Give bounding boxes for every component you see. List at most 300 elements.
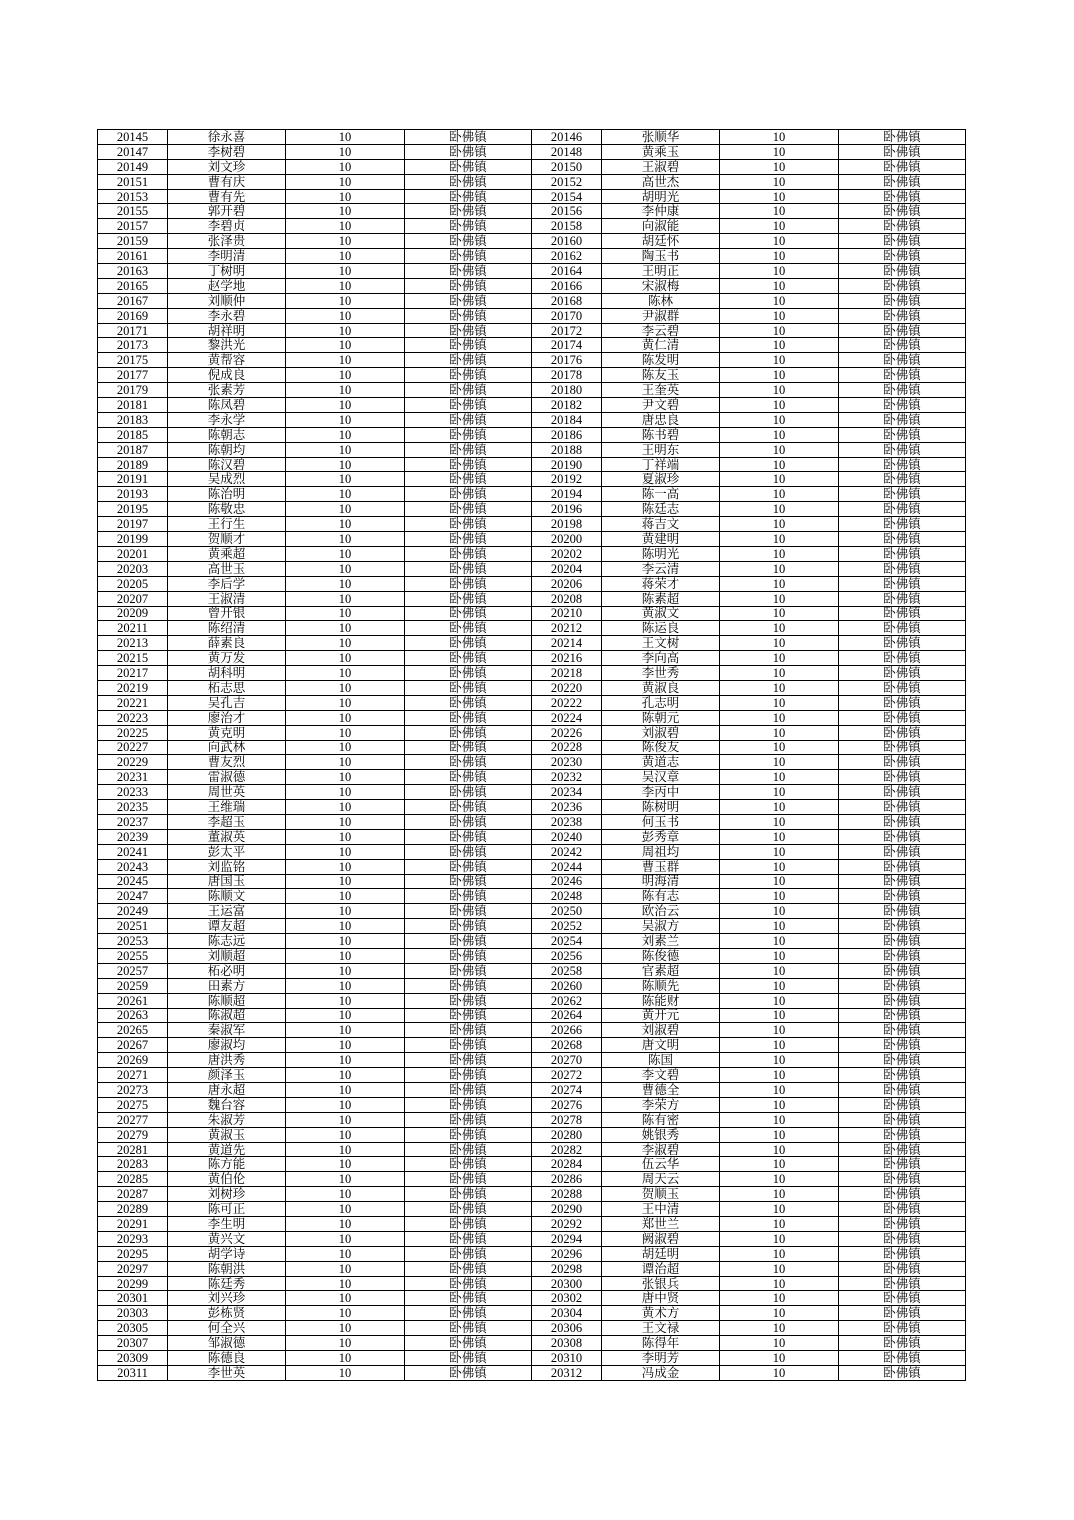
amount-cell: 10 bbox=[286, 591, 405, 606]
amount-cell: 10 bbox=[286, 859, 405, 874]
amount-cell: 10 bbox=[720, 338, 839, 353]
amount-cell: 10 bbox=[286, 308, 405, 323]
amount-cell: 10 bbox=[286, 561, 405, 576]
town-cell: 卧佛镇 bbox=[405, 442, 532, 457]
amount-cell: 10 bbox=[286, 249, 405, 264]
person-name-cell: 陈明光 bbox=[602, 546, 720, 561]
record-number-cell: 20303 bbox=[98, 1306, 168, 1321]
record-number-cell: 20276 bbox=[532, 1097, 602, 1112]
record-number-cell: 20153 bbox=[98, 189, 168, 204]
table-row bbox=[98, 1291, 966, 1306]
person-name-cell: 薛素良 bbox=[168, 636, 286, 651]
town-cell: 卧佛镇 bbox=[839, 1053, 966, 1068]
record-number-cell: 20266 bbox=[532, 1023, 602, 1038]
record-number-cell: 20289 bbox=[98, 1202, 168, 1217]
record-number-cell: 20152 bbox=[532, 174, 602, 189]
town-cell: 卧佛镇 bbox=[405, 1053, 532, 1068]
person-name-cell: 陈德良 bbox=[168, 1351, 286, 1366]
person-name-cell: 李树碧 bbox=[168, 144, 286, 159]
person-name-cell: 胡明光 bbox=[602, 189, 720, 204]
amount-cell: 10 bbox=[720, 1127, 839, 1142]
person-name-cell: 秦淑军 bbox=[168, 1023, 286, 1038]
person-name-cell: 黄淑玉 bbox=[168, 1127, 286, 1142]
amount-cell: 10 bbox=[720, 576, 839, 591]
town-cell: 卧佛镇 bbox=[405, 308, 532, 323]
town-cell: 卧佛镇 bbox=[839, 606, 966, 621]
amount-cell: 10 bbox=[720, 264, 839, 279]
record-number-cell: 20287 bbox=[98, 1187, 168, 1202]
record-number-cell: 20249 bbox=[98, 904, 168, 919]
amount-cell: 10 bbox=[720, 800, 839, 815]
amount-cell: 10 bbox=[720, 561, 839, 576]
record-number-cell: 20149 bbox=[98, 159, 168, 174]
town-cell: 卧佛镇 bbox=[839, 398, 966, 413]
record-number-cell: 20212 bbox=[532, 621, 602, 636]
amount-cell: 10 bbox=[286, 651, 405, 666]
person-name-cell: 黄术方 bbox=[602, 1306, 720, 1321]
record-number-cell: 20174 bbox=[532, 338, 602, 353]
town-cell: 卧佛镇 bbox=[839, 1142, 966, 1157]
person-name-cell: 胡科明 bbox=[168, 666, 286, 681]
person-name-cell: 彭秀章 bbox=[602, 829, 720, 844]
person-name-cell: 廖淑均 bbox=[168, 1038, 286, 1053]
town-cell: 卧佛镇 bbox=[405, 457, 532, 472]
table-row bbox=[98, 844, 966, 859]
record-number-cell: 20268 bbox=[532, 1038, 602, 1053]
person-name-cell: 陈林 bbox=[602, 293, 720, 308]
amount-cell: 10 bbox=[286, 963, 405, 978]
record-number-cell: 20167 bbox=[98, 293, 168, 308]
table-row bbox=[98, 874, 966, 889]
person-name-cell: 陈素超 bbox=[602, 591, 720, 606]
person-name-cell: 冯成金 bbox=[602, 1365, 720, 1380]
record-number-cell: 20259 bbox=[98, 978, 168, 993]
record-number-cell: 20311 bbox=[98, 1365, 168, 1380]
amount-cell: 10 bbox=[720, 919, 839, 934]
amount-cell: 10 bbox=[286, 159, 405, 174]
record-number-cell: 20200 bbox=[532, 532, 602, 547]
amount-cell: 10 bbox=[720, 1261, 839, 1276]
person-name-cell: 陈朝洪 bbox=[168, 1261, 286, 1276]
town-cell: 卧佛镇 bbox=[839, 710, 966, 725]
town-cell: 卧佛镇 bbox=[839, 1336, 966, 1351]
amount-cell: 10 bbox=[720, 651, 839, 666]
table-row bbox=[98, 427, 966, 442]
person-name-cell: 孔志明 bbox=[602, 695, 720, 710]
town-cell: 卧佛镇 bbox=[839, 353, 966, 368]
person-name-cell: 何玉书 bbox=[602, 814, 720, 829]
town-cell: 卧佛镇 bbox=[405, 1127, 532, 1142]
town-cell: 卧佛镇 bbox=[839, 1008, 966, 1023]
person-name-cell: 王明正 bbox=[602, 264, 720, 279]
record-number-cell: 20178 bbox=[532, 368, 602, 383]
record-number-cell: 20253 bbox=[98, 934, 168, 949]
record-number-cell: 20162 bbox=[532, 249, 602, 264]
town-cell: 卧佛镇 bbox=[839, 487, 966, 502]
record-number-cell: 20160 bbox=[532, 234, 602, 249]
amount-cell: 10 bbox=[286, 1127, 405, 1142]
town-cell: 卧佛镇 bbox=[405, 800, 532, 815]
town-cell: 卧佛镇 bbox=[839, 189, 966, 204]
town-cell: 卧佛镇 bbox=[839, 666, 966, 681]
roster-table-body bbox=[98, 130, 966, 1381]
town-cell: 卧佛镇 bbox=[839, 472, 966, 487]
town-cell: 卧佛镇 bbox=[405, 1231, 532, 1246]
town-cell: 卧佛镇 bbox=[839, 1038, 966, 1053]
amount-cell: 10 bbox=[720, 1172, 839, 1187]
record-number-cell: 20191 bbox=[98, 472, 168, 487]
person-name-cell: 张泽贵 bbox=[168, 234, 286, 249]
table-row bbox=[98, 1008, 966, 1023]
person-name-cell: 王明东 bbox=[602, 442, 720, 457]
town-cell: 卧佛镇 bbox=[839, 427, 966, 442]
record-number-cell: 20304 bbox=[532, 1306, 602, 1321]
person-name-cell: 陈有志 bbox=[602, 889, 720, 904]
town-cell: 卧佛镇 bbox=[405, 1038, 532, 1053]
record-number-cell: 20159 bbox=[98, 234, 168, 249]
amount-cell: 10 bbox=[286, 338, 405, 353]
record-number-cell: 20220 bbox=[532, 680, 602, 695]
town-cell: 卧佛镇 bbox=[405, 680, 532, 695]
town-cell: 卧佛镇 bbox=[839, 1276, 966, 1291]
person-name-cell: 陈淑超 bbox=[168, 1008, 286, 1023]
town-cell: 卧佛镇 bbox=[839, 680, 966, 695]
amount-cell: 10 bbox=[286, 1172, 405, 1187]
person-name-cell: 陈廷志 bbox=[602, 502, 720, 517]
person-name-cell: 柘必明 bbox=[168, 963, 286, 978]
person-name-cell: 胡廷怀 bbox=[602, 234, 720, 249]
amount-cell: 10 bbox=[720, 1231, 839, 1246]
amount-cell: 10 bbox=[720, 1008, 839, 1023]
table-row bbox=[98, 323, 966, 338]
person-name-cell: 陈志远 bbox=[168, 934, 286, 949]
town-cell: 卧佛镇 bbox=[839, 814, 966, 829]
table-row bbox=[98, 1112, 966, 1127]
record-number-cell: 20157 bbox=[98, 219, 168, 234]
town-cell: 卧佛镇 bbox=[839, 695, 966, 710]
record-number-cell: 20183 bbox=[98, 412, 168, 427]
record-number-cell: 20210 bbox=[532, 606, 602, 621]
person-name-cell: 陈顺先 bbox=[602, 978, 720, 993]
record-number-cell: 20177 bbox=[98, 368, 168, 383]
amount-cell: 10 bbox=[720, 1053, 839, 1068]
amount-cell: 10 bbox=[286, 1202, 405, 1217]
table-row bbox=[98, 919, 966, 934]
table-row bbox=[98, 1202, 966, 1217]
amount-cell: 10 bbox=[286, 398, 405, 413]
town-cell: 卧佛镇 bbox=[405, 1202, 532, 1217]
town-cell: 卧佛镇 bbox=[405, 338, 532, 353]
town-cell: 卧佛镇 bbox=[405, 368, 532, 383]
record-number-cell: 20295 bbox=[98, 1246, 168, 1261]
town-cell: 卧佛镇 bbox=[405, 651, 532, 666]
person-name-cell: 曾开银 bbox=[168, 606, 286, 621]
town-cell: 卧佛镇 bbox=[839, 1068, 966, 1083]
person-name-cell: 陈顺超 bbox=[168, 993, 286, 1008]
person-name-cell: 姚银秀 bbox=[602, 1127, 720, 1142]
person-name-cell: 唐忠良 bbox=[602, 412, 720, 427]
amount-cell: 10 bbox=[286, 1231, 405, 1246]
person-name-cell: 赵学地 bbox=[168, 278, 286, 293]
town-cell: 卧佛镇 bbox=[405, 264, 532, 279]
person-name-cell: 刘顺仲 bbox=[168, 293, 286, 308]
town-cell: 卧佛镇 bbox=[839, 457, 966, 472]
town-cell: 卧佛镇 bbox=[839, 338, 966, 353]
town-cell: 卧佛镇 bbox=[839, 800, 966, 815]
town-cell: 卧佛镇 bbox=[839, 532, 966, 547]
person-name-cell: 黄兴文 bbox=[168, 1231, 286, 1246]
amount-cell: 10 bbox=[286, 1038, 405, 1053]
person-name-cell: 李永碧 bbox=[168, 308, 286, 323]
town-cell: 卧佛镇 bbox=[405, 1276, 532, 1291]
person-name-cell: 刘文珍 bbox=[168, 159, 286, 174]
amount-cell: 10 bbox=[720, 219, 839, 234]
person-name-cell: 吴孔吉 bbox=[168, 695, 286, 710]
amount-cell: 10 bbox=[286, 621, 405, 636]
table-row bbox=[98, 636, 966, 651]
table-row bbox=[98, 278, 966, 293]
person-name-cell: 李向高 bbox=[602, 651, 720, 666]
town-cell: 卧佛镇 bbox=[405, 993, 532, 1008]
record-number-cell: 20254 bbox=[532, 934, 602, 949]
record-number-cell: 20184 bbox=[532, 412, 602, 427]
town-cell: 卧佛镇 bbox=[405, 829, 532, 844]
amount-cell: 10 bbox=[286, 457, 405, 472]
record-number-cell: 20224 bbox=[532, 710, 602, 725]
person-name-cell: 廖治才 bbox=[168, 710, 286, 725]
record-number-cell: 20175 bbox=[98, 353, 168, 368]
person-name-cell: 黄道志 bbox=[602, 755, 720, 770]
person-name-cell: 伍云华 bbox=[602, 1157, 720, 1172]
table-row bbox=[98, 814, 966, 829]
table-row bbox=[98, 904, 966, 919]
amount-cell: 10 bbox=[720, 1068, 839, 1083]
person-name-cell: 谭治超 bbox=[602, 1261, 720, 1276]
record-number-cell: 20255 bbox=[98, 948, 168, 963]
amount-cell: 10 bbox=[286, 1112, 405, 1127]
person-name-cell: 宋淑梅 bbox=[602, 278, 720, 293]
table-row bbox=[98, 755, 966, 770]
town-cell: 卧佛镇 bbox=[839, 829, 966, 844]
amount-cell: 10 bbox=[286, 353, 405, 368]
table-row bbox=[98, 710, 966, 725]
record-number-cell: 20236 bbox=[532, 800, 602, 815]
town-cell: 卧佛镇 bbox=[405, 1172, 532, 1187]
record-number-cell: 20299 bbox=[98, 1276, 168, 1291]
table-row bbox=[98, 740, 966, 755]
table-row bbox=[98, 591, 966, 606]
amount-cell: 10 bbox=[720, 1023, 839, 1038]
person-name-cell: 周世英 bbox=[168, 785, 286, 800]
amount-cell: 10 bbox=[720, 1365, 839, 1380]
record-number-cell: 20194 bbox=[532, 487, 602, 502]
record-number-cell: 20269 bbox=[98, 1053, 168, 1068]
record-number-cell: 20165 bbox=[98, 278, 168, 293]
record-number-cell: 20185 bbox=[98, 427, 168, 442]
record-number-cell: 20282 bbox=[532, 1142, 602, 1157]
record-number-cell: 20163 bbox=[98, 264, 168, 279]
amount-cell: 10 bbox=[286, 546, 405, 561]
table-row bbox=[98, 293, 966, 308]
record-number-cell: 20209 bbox=[98, 606, 168, 621]
town-cell: 卧佛镇 bbox=[405, 1187, 532, 1202]
record-number-cell: 20219 bbox=[98, 680, 168, 695]
person-name-cell: 李世秀 bbox=[602, 666, 720, 681]
town-cell: 卧佛镇 bbox=[839, 1112, 966, 1127]
person-name-cell: 黄淑文 bbox=[602, 606, 720, 621]
amount-cell: 10 bbox=[720, 249, 839, 264]
town-cell: 卧佛镇 bbox=[405, 278, 532, 293]
amount-cell: 10 bbox=[286, 978, 405, 993]
town-cell: 卧佛镇 bbox=[405, 1261, 532, 1276]
amount-cell: 10 bbox=[286, 1083, 405, 1098]
amount-cell: 10 bbox=[720, 383, 839, 398]
table-row bbox=[98, 159, 966, 174]
amount-cell: 10 bbox=[720, 189, 839, 204]
person-name-cell: 郑世兰 bbox=[602, 1217, 720, 1232]
table-row bbox=[98, 1038, 966, 1053]
record-number-cell: 20213 bbox=[98, 636, 168, 651]
town-cell: 卧佛镇 bbox=[839, 919, 966, 934]
person-name-cell: 陈朝元 bbox=[602, 710, 720, 725]
record-number-cell: 20312 bbox=[532, 1365, 602, 1380]
person-name-cell: 董淑英 bbox=[168, 829, 286, 844]
person-name-cell: 刘顺超 bbox=[168, 948, 286, 963]
person-name-cell: 黄建明 bbox=[602, 532, 720, 547]
amount-cell: 10 bbox=[286, 740, 405, 755]
table-row bbox=[98, 695, 966, 710]
town-cell: 卧佛镇 bbox=[405, 159, 532, 174]
person-name-cell: 王淑碧 bbox=[602, 159, 720, 174]
table-row bbox=[98, 621, 966, 636]
town-cell: 卧佛镇 bbox=[405, 427, 532, 442]
amount-cell: 10 bbox=[720, 1097, 839, 1112]
table-row bbox=[98, 457, 966, 472]
person-name-cell: 陈树明 bbox=[602, 800, 720, 815]
record-number-cell: 20286 bbox=[532, 1172, 602, 1187]
town-cell: 卧佛镇 bbox=[839, 234, 966, 249]
town-cell: 卧佛镇 bbox=[839, 874, 966, 889]
town-cell: 卧佛镇 bbox=[405, 1217, 532, 1232]
table-row bbox=[98, 1157, 966, 1172]
record-number-cell: 20188 bbox=[532, 442, 602, 457]
record-number-cell: 20147 bbox=[98, 144, 168, 159]
town-cell: 卧佛镇 bbox=[839, 383, 966, 398]
amount-cell: 10 bbox=[720, 844, 839, 859]
person-name-cell: 王维瑞 bbox=[168, 800, 286, 815]
table-row bbox=[98, 308, 966, 323]
amount-cell: 10 bbox=[720, 1202, 839, 1217]
record-number-cell: 20208 bbox=[532, 591, 602, 606]
person-name-cell: 张素芳 bbox=[168, 383, 286, 398]
person-name-cell: 陈可正 bbox=[168, 1202, 286, 1217]
record-number-cell: 20207 bbox=[98, 591, 168, 606]
person-name-cell: 黄开元 bbox=[602, 1008, 720, 1023]
table-row bbox=[98, 1306, 966, 1321]
amount-cell: 10 bbox=[720, 829, 839, 844]
town-cell: 卧佛镇 bbox=[405, 1246, 532, 1261]
amount-cell: 10 bbox=[720, 517, 839, 532]
record-number-cell: 20171 bbox=[98, 323, 168, 338]
town-cell: 卧佛镇 bbox=[405, 204, 532, 219]
amount-cell: 10 bbox=[286, 814, 405, 829]
town-cell: 卧佛镇 bbox=[839, 591, 966, 606]
amount-cell: 10 bbox=[720, 725, 839, 740]
table-row bbox=[98, 517, 966, 532]
town-cell: 卧佛镇 bbox=[839, 517, 966, 532]
record-number-cell: 20150 bbox=[532, 159, 602, 174]
person-name-cell: 陈顺文 bbox=[168, 889, 286, 904]
person-name-cell: 王行生 bbox=[168, 517, 286, 532]
record-number-cell: 20305 bbox=[98, 1321, 168, 1336]
person-name-cell: 曹德全 bbox=[602, 1083, 720, 1098]
person-name-cell: 蒋吉文 bbox=[602, 517, 720, 532]
town-cell: 卧佛镇 bbox=[405, 814, 532, 829]
amount-cell: 10 bbox=[286, 1365, 405, 1380]
town-cell: 卧佛镇 bbox=[405, 844, 532, 859]
town-cell: 卧佛镇 bbox=[405, 1008, 532, 1023]
town-cell: 卧佛镇 bbox=[839, 978, 966, 993]
person-name-cell: 王奎英 bbox=[602, 383, 720, 398]
town-cell: 卧佛镇 bbox=[405, 889, 532, 904]
table-row bbox=[98, 383, 966, 398]
person-name-cell: 贺顺玉 bbox=[602, 1187, 720, 1202]
town-cell: 卧佛镇 bbox=[405, 785, 532, 800]
amount-cell: 10 bbox=[720, 130, 839, 145]
amount-cell: 10 bbox=[720, 710, 839, 725]
person-name-cell: 张银兵 bbox=[602, 1276, 720, 1291]
record-number-cell: 20288 bbox=[532, 1187, 602, 1202]
person-name-cell: 王中清 bbox=[602, 1202, 720, 1217]
town-cell: 卧佛镇 bbox=[405, 919, 532, 934]
amount-cell: 10 bbox=[286, 874, 405, 889]
table-row bbox=[98, 785, 966, 800]
record-number-cell: 20206 bbox=[532, 576, 602, 591]
amount-cell: 10 bbox=[286, 427, 405, 442]
person-name-cell: 彭太平 bbox=[168, 844, 286, 859]
record-number-cell: 20197 bbox=[98, 517, 168, 532]
record-number-cell: 20221 bbox=[98, 695, 168, 710]
record-number-cell: 20310 bbox=[532, 1351, 602, 1366]
table-row bbox=[98, 561, 966, 576]
amount-cell: 10 bbox=[286, 1336, 405, 1351]
record-number-cell: 20242 bbox=[532, 844, 602, 859]
amount-cell: 10 bbox=[286, 934, 405, 949]
table-row bbox=[98, 948, 966, 963]
town-cell: 卧佛镇 bbox=[839, 576, 966, 591]
person-name-cell: 李后学 bbox=[168, 576, 286, 591]
amount-cell: 10 bbox=[720, 695, 839, 710]
person-name-cell: 李世英 bbox=[168, 1365, 286, 1380]
person-name-cell: 陈治明 bbox=[168, 487, 286, 502]
town-cell: 卧佛镇 bbox=[405, 1291, 532, 1306]
amount-cell: 10 bbox=[720, 204, 839, 219]
table-row bbox=[98, 680, 966, 695]
town-cell: 卧佛镇 bbox=[839, 636, 966, 651]
person-name-cell: 黄乘玉 bbox=[602, 144, 720, 159]
town-cell: 卧佛镇 bbox=[839, 948, 966, 963]
record-number-cell: 20279 bbox=[98, 1127, 168, 1142]
record-number-cell: 20280 bbox=[532, 1127, 602, 1142]
record-number-cell: 20284 bbox=[532, 1157, 602, 1172]
table-row bbox=[98, 1023, 966, 1038]
amount-cell: 10 bbox=[286, 1291, 405, 1306]
record-number-cell: 20232 bbox=[532, 770, 602, 785]
town-cell: 卧佛镇 bbox=[405, 398, 532, 413]
table-row bbox=[98, 338, 966, 353]
person-name-cell: 陈凤碧 bbox=[168, 398, 286, 413]
person-name-cell: 黄淑良 bbox=[602, 680, 720, 695]
